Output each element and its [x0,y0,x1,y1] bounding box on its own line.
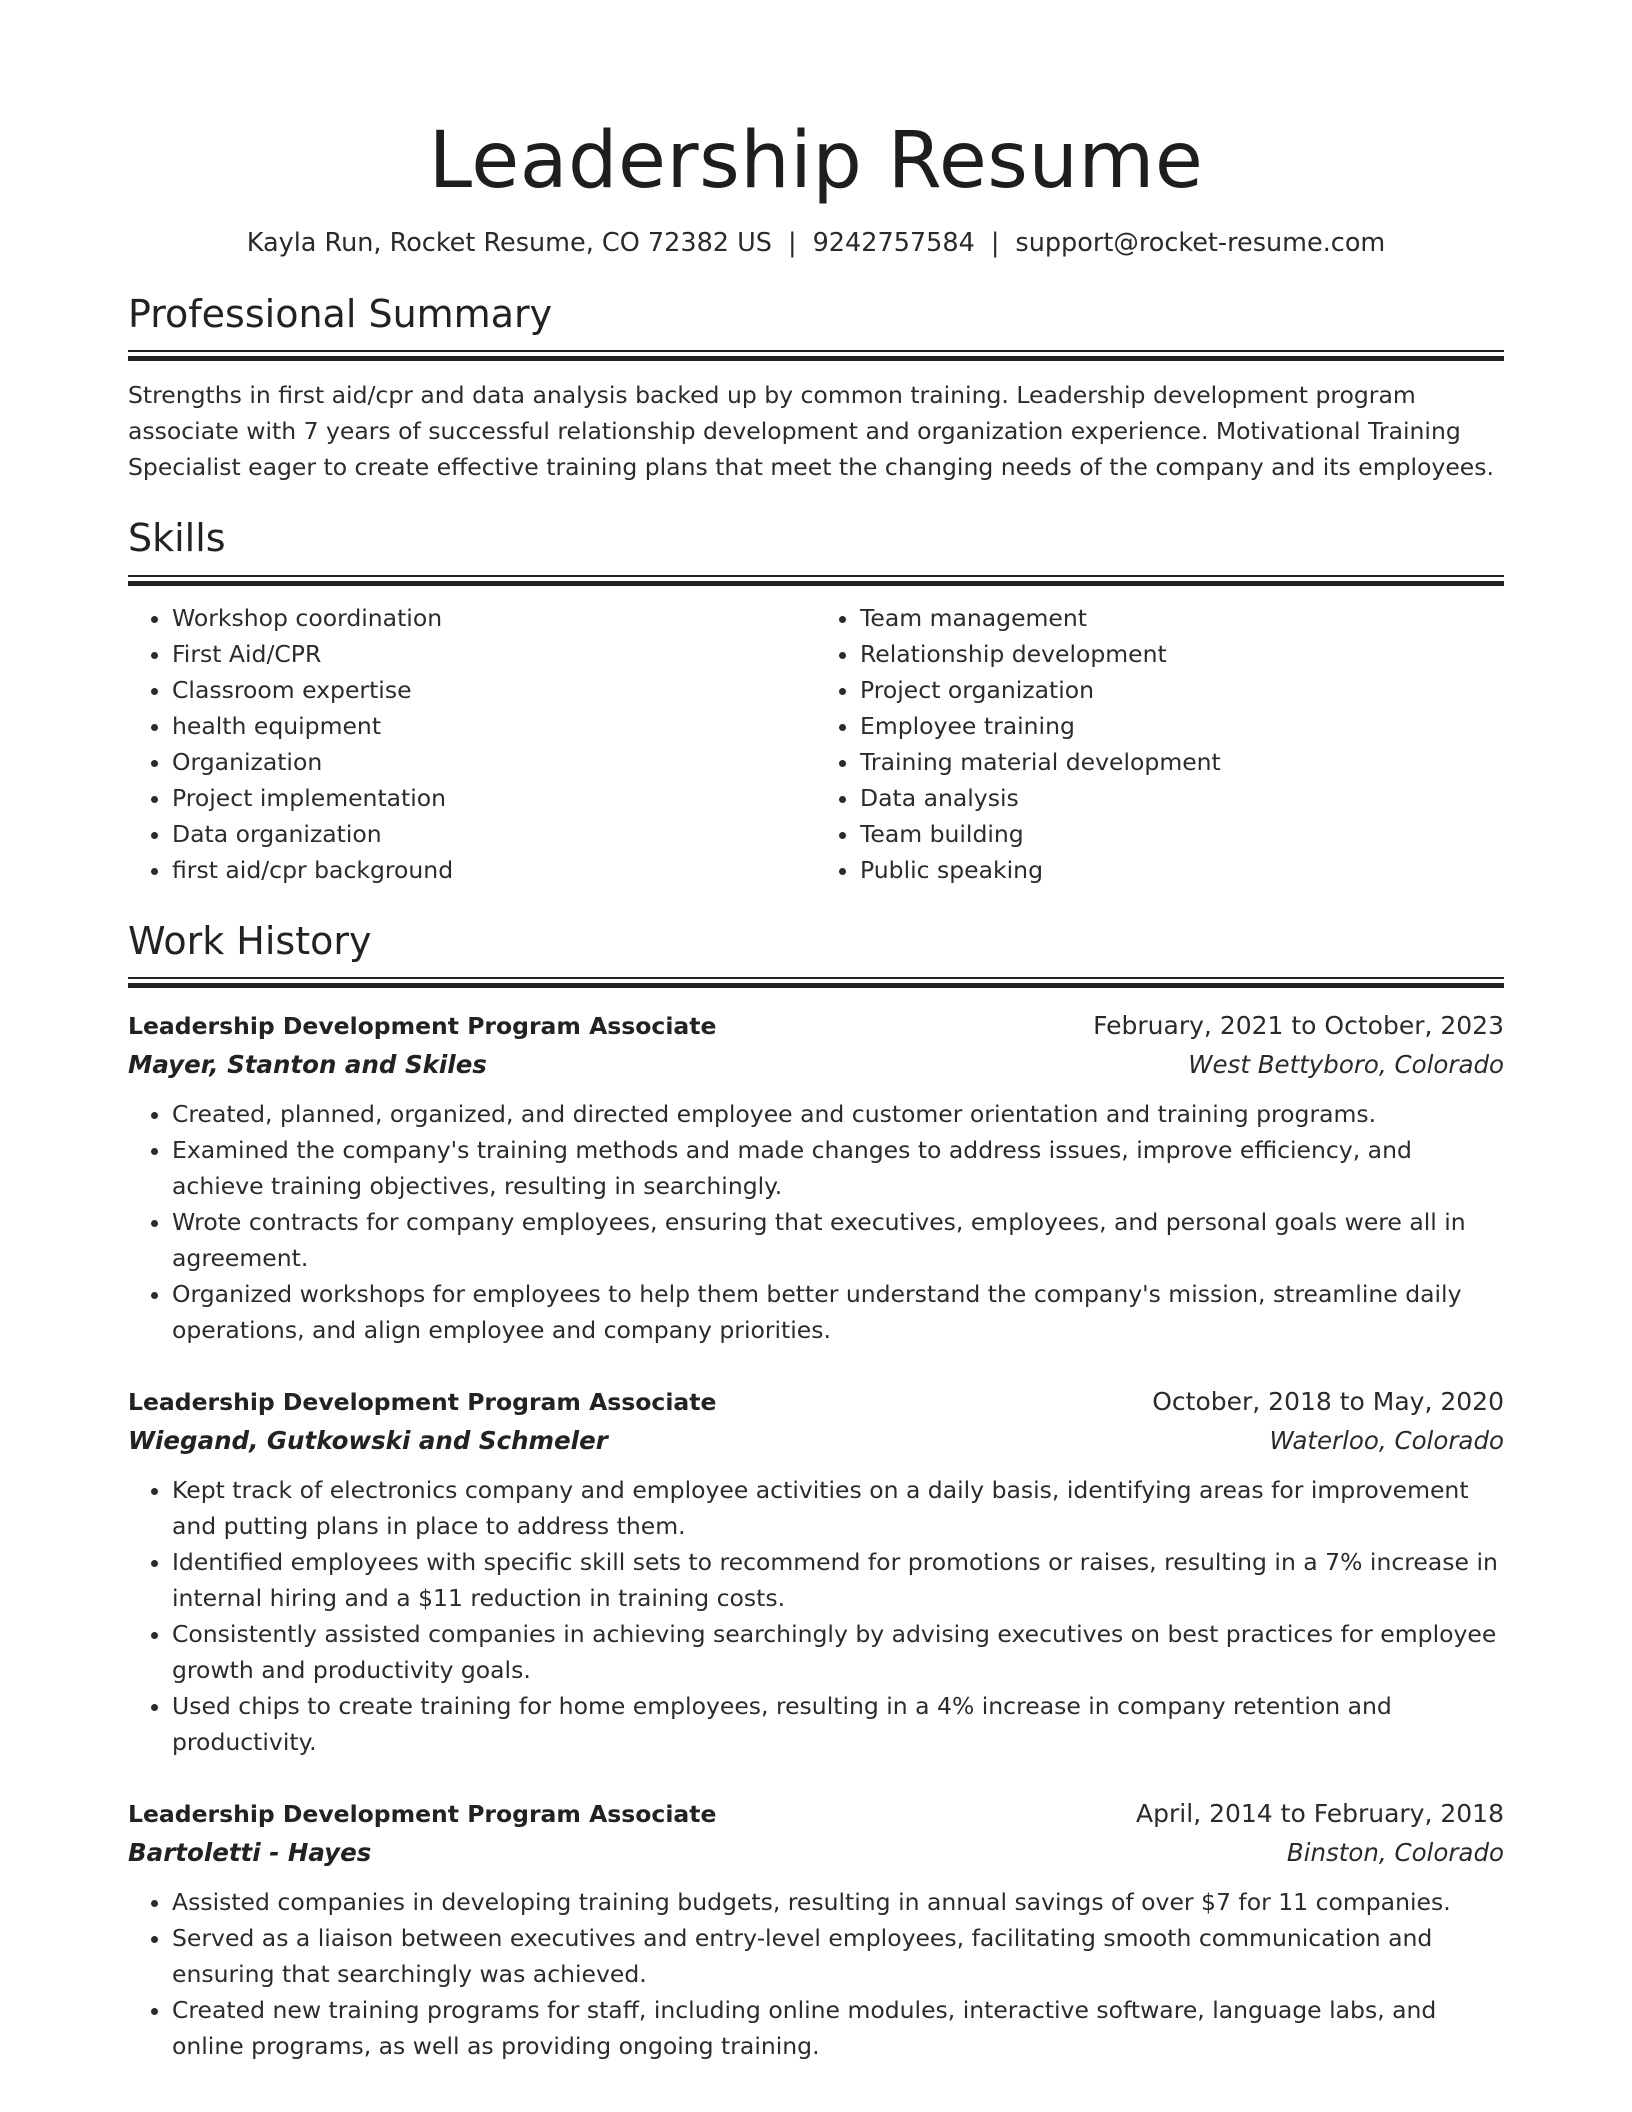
section-divider [128,575,1504,586]
job-bullet: • Identified employees with specific skill sets to recommend for promotions or raises, resulting in a 7% increase in internal hiring and a $11 reduction in training costs. [172,1544,1504,1616]
summary-text: Strengths in first aid/cpr and data analysis backed up by common training. Leadership development program associate with 7 years of successful relationship development and organization experience. Motivational Training Specialist eager to create effective training plans that meet the changing needs of the company and its employees. [128,381,1494,481]
skill-item: • Relationship development [860,636,1504,672]
job-bullet: • Organized workshops for employees to help them better understand the company's mission, streamline daily operations, and align employee and company priorities. [172,1276,1504,1348]
job-bullet: • Kept track of electronics company and employee activities on a daily basis, identifying areas for improvement and putting plans in place to address them. [172,1472,1504,1544]
job-bullet: • Assisted companies in developing training budgets, resulting in annual savings of over $7 for 11 companies. [172,1884,1504,1920]
skill-item: • Team management [860,600,1504,636]
contact-separator: | [787,228,797,259]
skills-section [128,515,1504,888]
contact-phone: 9242757584 [812,228,975,259]
job-entry [128,1006,1504,1348]
skill-item: • Data analysis [860,780,1504,816]
skill-item: • Data organization [172,816,816,852]
skill-item: • Project organization [860,672,1504,708]
skills-heading: Skills [128,516,226,560]
job-bullet: • Wrote contracts for company employees, ensuring that executives, employees, and personal goals were all in agreement. [172,1204,1504,1276]
job-bullet: • Used chips to create training for home employees, resulting in a 4% increase in company retention and productivity. [172,1688,1504,1760]
contact-separator: | [990,228,1000,259]
job-location: West Bettyboro, Colorado [1188,1050,1504,1079]
summary-heading: Professional Summary [128,291,553,336]
work-history-section [128,918,1504,2065]
job-entry [128,1794,1504,2064]
skill-item: • Project implementation [172,780,816,816]
skill-item: • Workshop coordination [172,600,816,636]
skills-columns [128,600,1504,888]
work-history-heading: Work History [128,918,372,963]
skill-item: • Employee training [860,708,1504,744]
job-location: Waterloo, Colorado [1269,1426,1504,1455]
job-bullet: • Consistently assisted companies in achieving searchingly by advising executives on best practices for employee growth and productivity goals. [172,1616,1504,1688]
section-divider [128,977,1504,988]
contact-email: support@rocket-resume.com [1015,228,1386,259]
job-company: Mayer, Stanton and Skiles [128,1050,487,1079]
skills-list-left [128,600,816,888]
skill-item: • Training material development [860,744,1504,780]
skills-list-right [816,600,1504,888]
job-title: Leadership Development Program Associate [128,1800,717,1828]
skill-item: • Public speaking [860,852,1504,888]
job-bullets [128,1096,1504,1348]
job-dates: April, 2014 to February, 2018 [1136,1799,1504,1828]
job-bullets [128,1884,1504,2064]
job-company: Bartoletti - Hayes [128,1838,372,1867]
skill-item: • Organization [172,744,816,780]
skill-item: • Classroom expertise [172,672,816,708]
job-bullet: • Examined the company's training methods and made changes to address issues, improve efficiency, and achieve training objectives, resulting in searchingly. [172,1132,1504,1204]
summary-section [128,291,1504,486]
job-location: Binston, Colorado [1286,1838,1504,1867]
job-dates: February, 2021 to October, 2023 [1093,1011,1504,1040]
skill-item: • Team building [860,816,1504,852]
job-dates: October, 2018 to May, 2020 [1152,1387,1504,1416]
skill-item: • First Aid/CPR [172,636,816,672]
skill-item: • health equipment [172,708,816,744]
job-title: Leadership Development Program Associate [128,1012,717,1040]
job-bullet: • Created, planned, organized, and directed employee and customer orientation and training programs. [172,1096,1504,1132]
job-bullet: • Created new training programs for staff, including online modules, interactive software, language labs, and online programs, as well as providing ongoing training. [172,1992,1504,2064]
skill-item: • first aid/cpr background [172,852,816,888]
job-company: Wiegand, Gutkowski and Schmeler [128,1426,608,1455]
job-bullets [128,1472,1504,1760]
contact-address: Kayla Run, Rocket Resume, CO 72382 US [246,228,772,259]
job-entry [128,1382,1504,1760]
job-title: Leadership Development Program Associate [128,1388,717,1416]
resume-title: Leadership Resume [428,116,1204,206]
section-divider [128,350,1504,361]
contact-line [128,227,1504,260]
job-bullet: • Served as a liaison between executives and entry-level employees, facilitating smooth communication and ensuring that searchingly was achieved. [172,1920,1504,1992]
